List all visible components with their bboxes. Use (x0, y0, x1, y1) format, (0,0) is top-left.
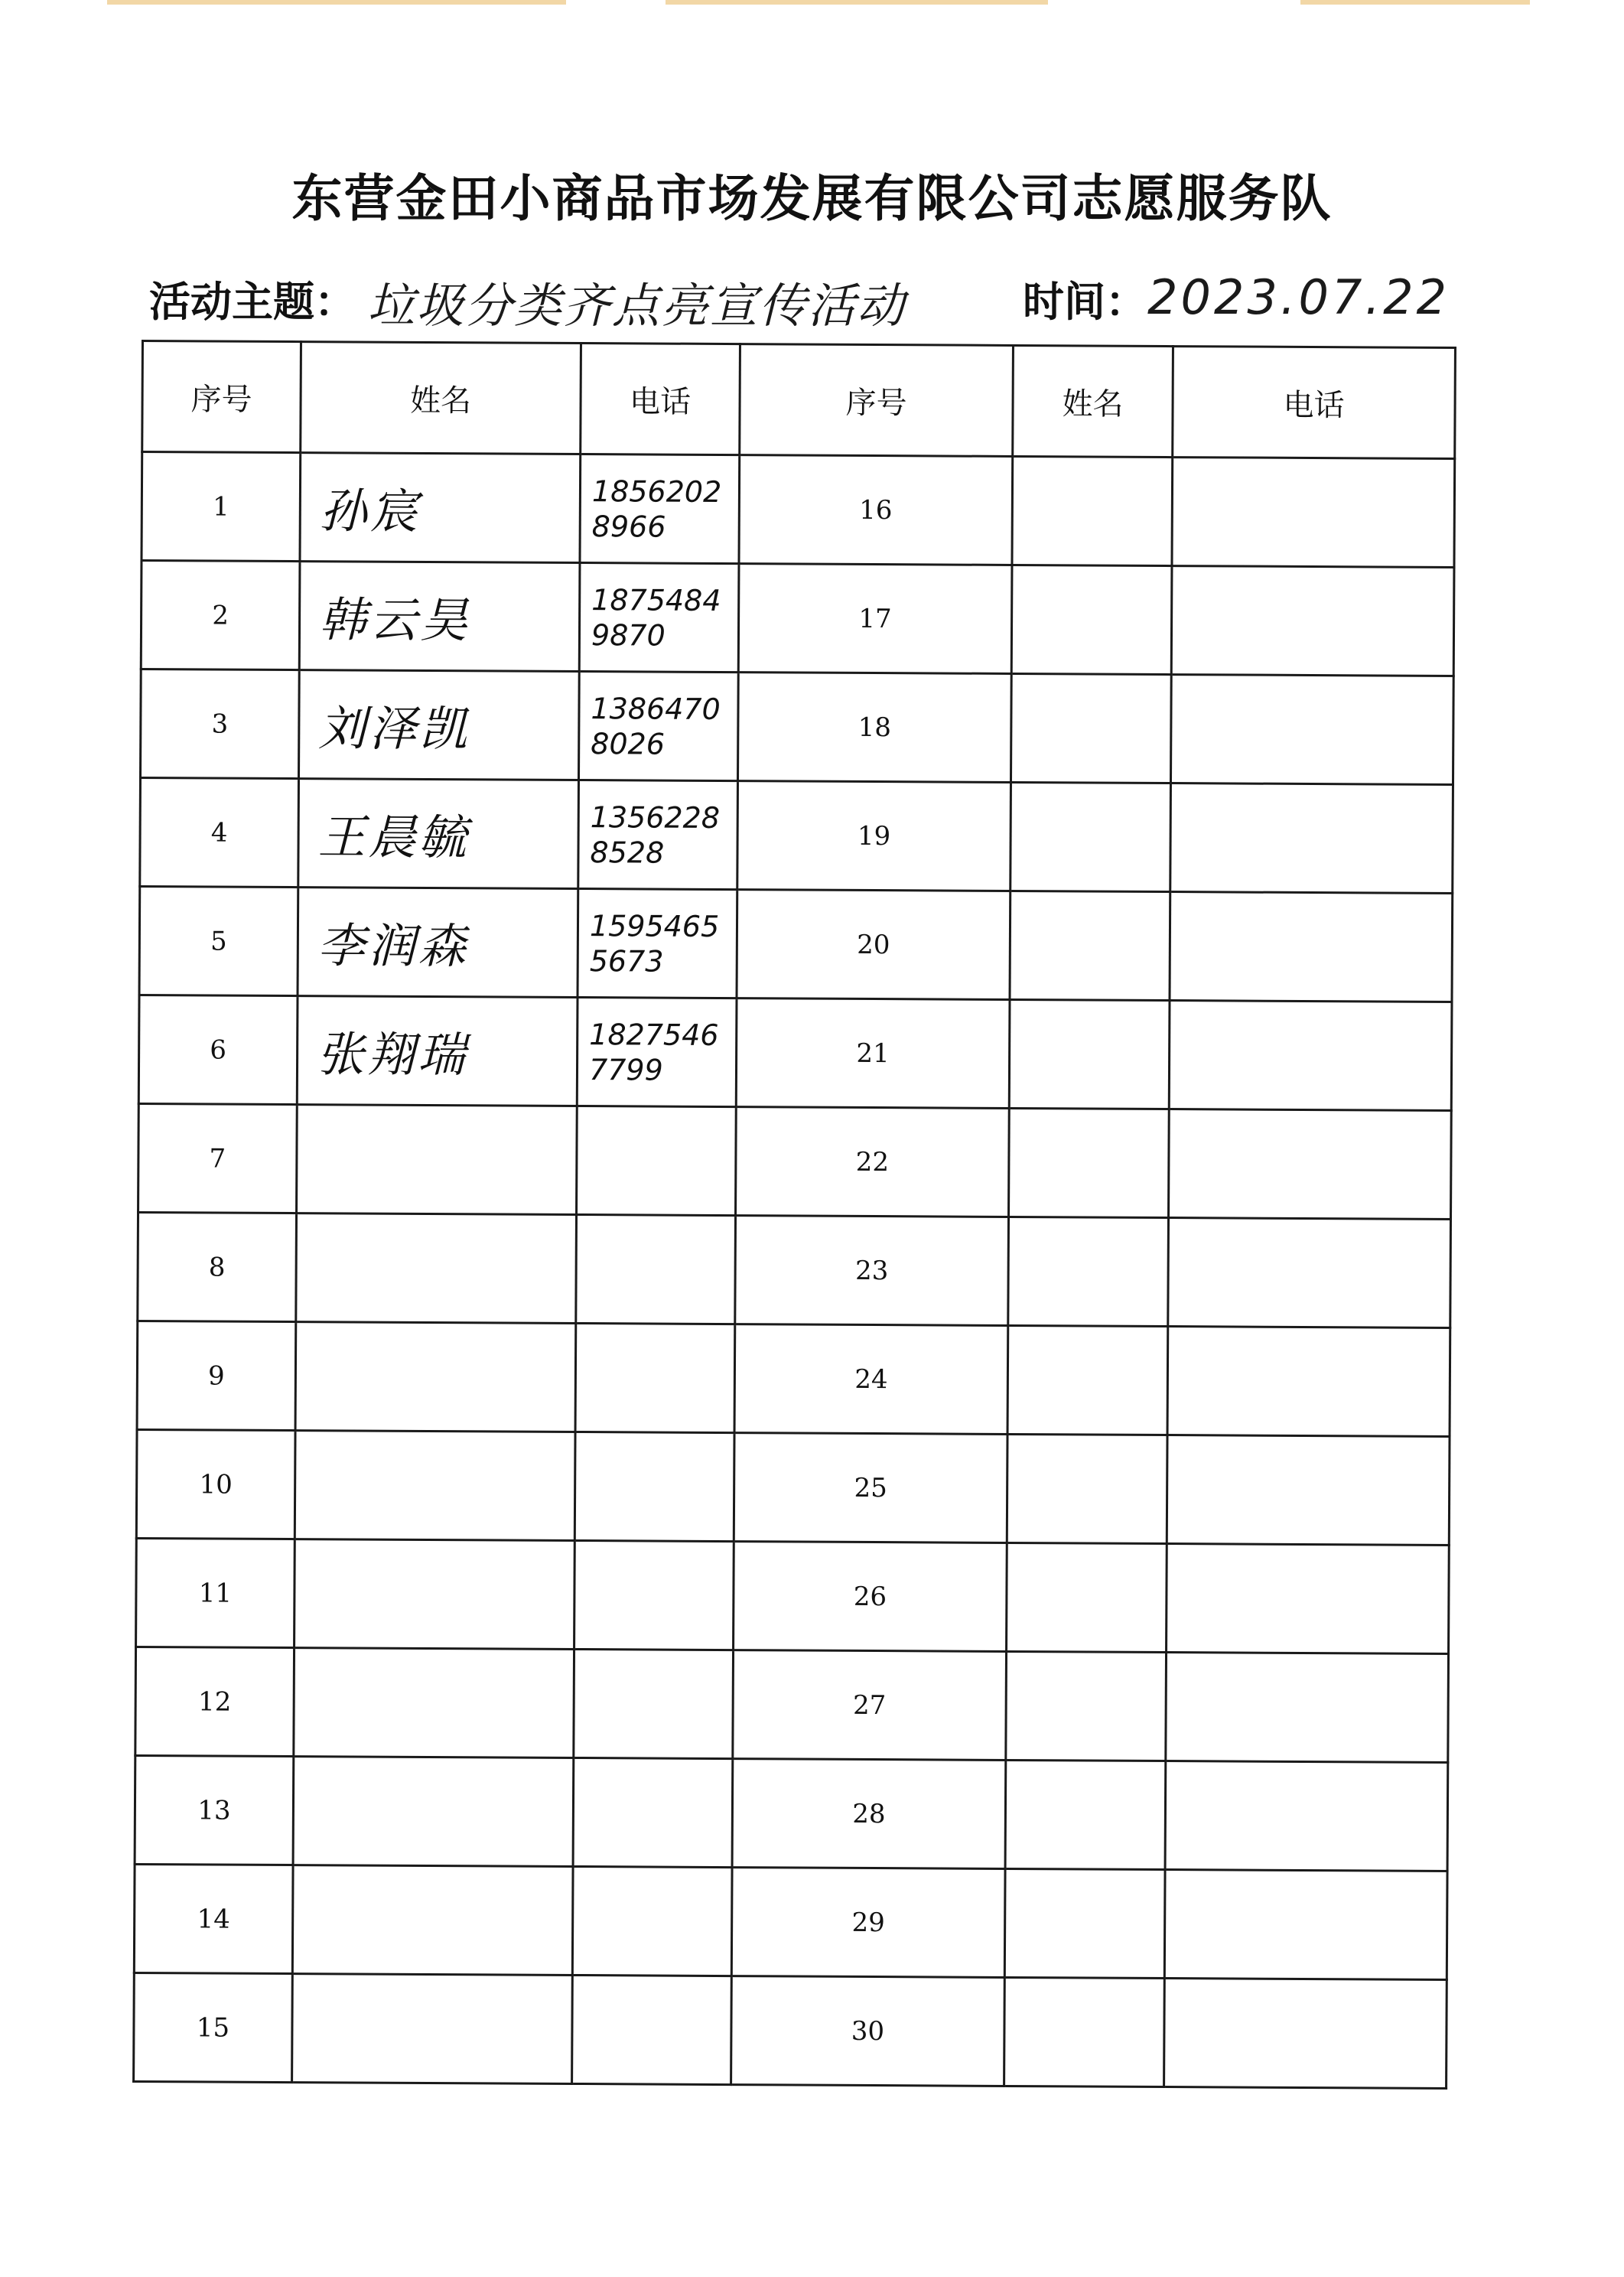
table-row (135, 1755, 1448, 1871)
table-row (134, 1864, 1447, 1979)
column-header-name: 姓名 (1013, 345, 1173, 457)
phone-cell: 13562288528 (578, 780, 738, 890)
phone-cell (1164, 1870, 1447, 1980)
row-number: 26 (734, 1542, 1007, 1652)
phone-cell (1169, 1001, 1452, 1111)
name-cell (295, 1539, 575, 1650)
name-cell (1007, 1542, 1167, 1652)
name-cell: 孙宸 (300, 453, 581, 563)
row-number: 15 (134, 1972, 293, 2082)
row-number: 3 (141, 669, 300, 779)
row-number: 4 (140, 778, 299, 888)
name-cell (1008, 1217, 1169, 1326)
phone-cell (1164, 1979, 1447, 2089)
column-header-no: 序号 (740, 344, 1014, 457)
row-number: 19 (737, 781, 1011, 891)
name-cell (1009, 1108, 1170, 1217)
volunteer-signin-table (132, 340, 1456, 2090)
column-header-name: 姓名 (301, 342, 581, 454)
name-cell (1007, 1434, 1167, 1543)
scan-edge-strip-left (107, 0, 566, 5)
name-cell: 李润森 (298, 888, 578, 998)
name-cell (1010, 891, 1170, 1000)
name-cell: 韩云昊 (299, 562, 580, 672)
name-cell (294, 1648, 574, 1758)
phone-cell (573, 1757, 733, 1867)
phone-cell (574, 1540, 734, 1650)
name-cell (1004, 1977, 1165, 2086)
name-cell (292, 1974, 573, 2084)
name-cell (292, 1865, 573, 1976)
row-number: 17 (738, 564, 1012, 674)
row-number: 13 (135, 1755, 294, 1865)
column-header-no: 序号 (142, 341, 301, 453)
row-number: 6 (138, 995, 298, 1104)
phone-cell (572, 1866, 732, 1976)
row-number: 24 (734, 1324, 1008, 1435)
row-number: 23 (735, 1216, 1009, 1326)
row-number: 16 (739, 455, 1013, 565)
name-cell (1009, 999, 1170, 1109)
row-number: 14 (134, 1864, 293, 1973)
theme-value: 垃圾分类齐点亮宣传活动 (367, 278, 906, 334)
row-number: 25 (734, 1433, 1007, 1543)
phone-cell: 13864708026 (578, 672, 738, 781)
row-number: 20 (737, 890, 1011, 1000)
row-number: 7 (138, 1103, 298, 1213)
table-row (138, 995, 1452, 1110)
time-label: 时间： (1023, 278, 1147, 326)
row-number: 12 (135, 1647, 295, 1756)
phone-cell (576, 1214, 736, 1324)
table-row (137, 1321, 1450, 1436)
row-number: 11 (136, 1538, 295, 1647)
row-number: 21 (736, 998, 1010, 1109)
name-cell (1005, 1760, 1166, 1869)
phone-cell (1169, 1109, 1452, 1220)
table-row (142, 452, 1455, 568)
date-value: 2023.07.22 (1147, 269, 1450, 325)
name-cell (1007, 1325, 1168, 1435)
row-number: 22 (736, 1107, 1010, 1217)
phone-cell (1170, 675, 1453, 785)
phone-cell (572, 1975, 732, 2084)
row-number: 30 (731, 1976, 1005, 2086)
row-number: 28 (732, 1759, 1006, 1869)
scan-edge-strip-right (1300, 0, 1530, 5)
name-cell (296, 1213, 577, 1324)
name-cell (1004, 1868, 1165, 1978)
phone-cell (575, 1323, 735, 1432)
column-header-phone: 电话 (1173, 347, 1456, 459)
phone-cell (1166, 1653, 1449, 1763)
phone-cell (1167, 1544, 1450, 1654)
phone-cell (1170, 892, 1453, 1002)
row-number: 5 (139, 886, 298, 995)
name-cell: 王晨毓 (298, 779, 579, 889)
theme-label: 活动主题： (149, 278, 356, 326)
table-row (138, 1212, 1451, 1327)
phone-cell: 18275467799 (577, 997, 737, 1106)
phone-cell (1167, 1435, 1450, 1546)
table-header-row (142, 341, 1456, 459)
row-number: 27 (733, 1650, 1007, 1761)
phone-cell (574, 1649, 734, 1758)
scan-edge-strip-middle (666, 0, 1048, 5)
row-number: 29 (731, 1868, 1005, 1978)
name-cell (295, 1322, 576, 1432)
row-number: 1 (142, 452, 301, 562)
phone-cell (1170, 783, 1453, 894)
table-row (141, 669, 1454, 785)
table-row (140, 778, 1453, 894)
name-cell (297, 1105, 578, 1215)
table-row (136, 1429, 1450, 1545)
name-cell: 张翔瑞 (297, 996, 578, 1106)
name-cell (1011, 673, 1171, 783)
phone-cell (574, 1432, 734, 1541)
name-cell: 刘泽凯 (298, 670, 579, 780)
phone-cell (1167, 1327, 1450, 1437)
page-title: 东营金田小商品市场发展有限公司志愿服务队 (291, 169, 1333, 228)
row-number: 9 (137, 1321, 296, 1430)
row-number: 2 (141, 561, 300, 670)
name-cell (1011, 782, 1171, 891)
name-cell (1011, 565, 1172, 674)
row-number: 8 (138, 1212, 297, 1321)
phone-cell (1171, 566, 1454, 676)
table-row (134, 1972, 1447, 2088)
row-number: 18 (737, 673, 1011, 783)
phone-cell (1172, 458, 1455, 568)
row-number: 10 (136, 1429, 295, 1539)
name-cell (1012, 456, 1173, 565)
phone-cell: 18562028966 (580, 454, 740, 564)
table-row (135, 1647, 1449, 1762)
table-row (141, 561, 1454, 676)
name-cell (293, 1757, 574, 1867)
name-cell (295, 1431, 575, 1541)
phone-cell: 18754849870 (579, 563, 739, 673)
name-cell (1006, 1651, 1167, 1761)
phone-cell: 15954655673 (578, 888, 737, 998)
phone-cell (1168, 1218, 1451, 1328)
table-row (138, 1103, 1452, 1219)
phone-cell (1165, 1761, 1448, 1871)
table-row (139, 886, 1453, 1002)
column-header-phone: 电话 (581, 344, 740, 455)
table-row (136, 1538, 1450, 1653)
phone-cell (577, 1106, 737, 1215)
